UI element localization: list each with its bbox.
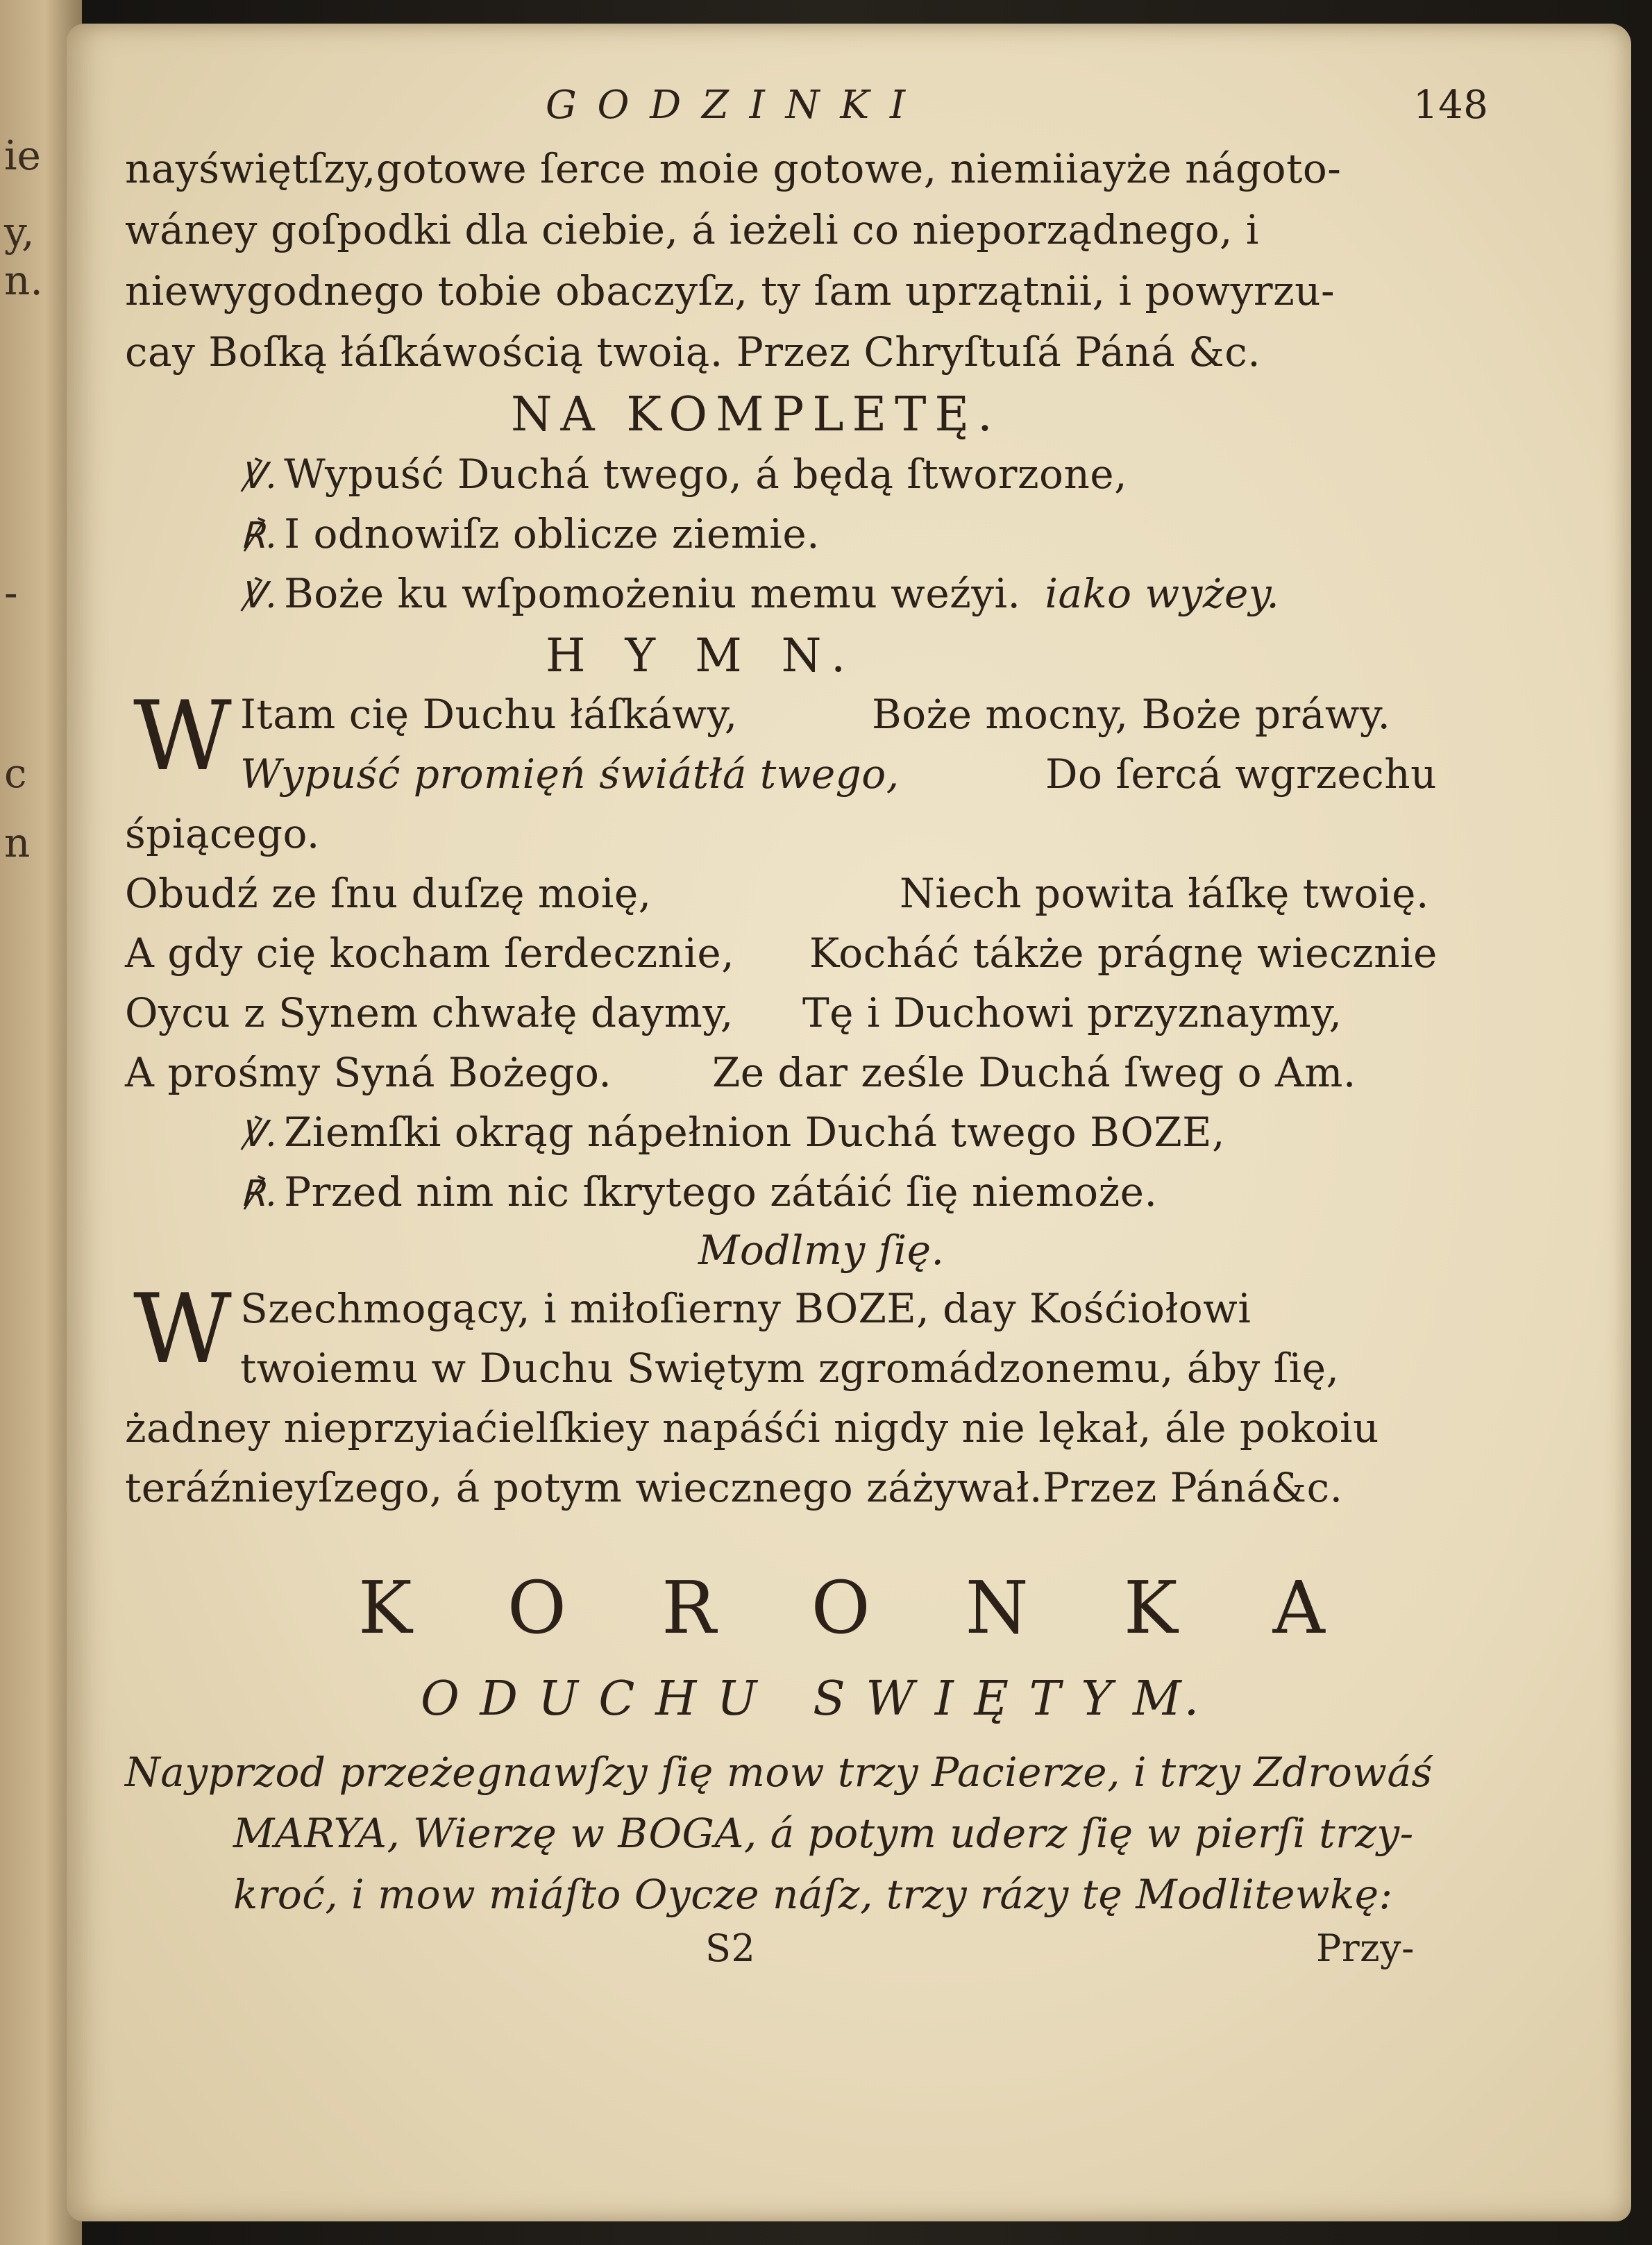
hymn-line-left: A gdy cię kocham ſerdecznie, [125, 930, 735, 977]
running-title: G O D Z I N K I [546, 83, 910, 128]
prev-page-fragment: y, [4, 208, 35, 255]
response [240, 510, 820, 557]
hymn-line-left: Itam cię Duchu łáſkáwy, [240, 691, 738, 738]
prayer-line: twoiemu w Duchu Swiętym zgromádzonemu, áby ſię, [240, 1345, 1340, 1392]
versicle-text: Wypuść Duchá twego, á będą ſtworzone, [284, 451, 1128, 498]
koronka-title: K O R O N K A [358, 1565, 1361, 1650]
prayer-line: Szechmogący, i miłoſierny BOZE, day Kośćiołowi [240, 1285, 1251, 1332]
versicle-mark: ℣. [240, 575, 278, 616]
section-heading-hymn: H Y M N. [546, 629, 859, 682]
response-text: I odnowiſz oblicze ziemie. [284, 510, 820, 557]
versicle-mark: ℣. [240, 455, 278, 497]
page-number: 148 [1413, 83, 1489, 128]
prev-page-fragment: n [4, 819, 31, 866]
response-mark: ℟. [240, 1173, 278, 1215]
prev-page-fragment: ie [4, 132, 41, 179]
versicle-text: Ziemſki okrąg nápełnion Duchá twego BOZE, [284, 1109, 1225, 1156]
response-mark: ℟. [240, 515, 278, 557]
prev-page-fragment: - [4, 569, 18, 616]
hymn-line-left: Obudź ze ſnu duſzę moię, [125, 870, 652, 917]
hymn-line-right: Kocháć tákże prágnę wiecznie [809, 930, 1438, 977]
koronka-subtitle: O D U C H U S W I Ę T Y M. [421, 1672, 1202, 1726]
hymn-line-right: Boże mocny, Boże práwy. [872, 691, 1391, 738]
prev-page-fragment: c [4, 750, 27, 797]
versicle-italic-suffix: iako wyżey. [1045, 570, 1280, 617]
body-line: nayświętſzy,gotowe ſerce moie gotowe, niemiiayże nágoto- [125, 145, 1342, 192]
section-heading-komplete: NA KOMPLETĘ. [511, 387, 1001, 442]
hymn-line-left: Oycu z Synem chwałę daymy, [125, 989, 734, 1036]
hymn-line-left: śpiącego. [125, 810, 320, 857]
hymn-line-left: Wypuść promięń świátłá twego, [240, 750, 900, 798]
body-line: wáney goſpodki dla ciebie, á ieżeli co nieporządnego, i [125, 206, 1259, 253]
versicle [240, 1109, 1225, 1156]
body-line: niewygodnego tobie obaczyſz, ty ſam uprzątnii, i powyrzu- [125, 267, 1335, 314]
hymn-line-right: Niech powita łáſkę twoię. [900, 870, 1429, 917]
hymn-line-left: A prośmy Syná Bożego. [125, 1049, 612, 1096]
instruction-line: Nayprzod przeżegnawſzy ſię mow trzy Pacierze, i trzy Zdrowáś [125, 1749, 1433, 1796]
versicle [240, 570, 1280, 617]
prayer-line: teráźnieyſzego, á potym wiecznego záżywał.Przez Páná&c. [125, 1464, 1343, 1511]
hymn-line-right: Tę i Duchowi przyznaymy, [802, 989, 1342, 1036]
hymn-line-right: Do ſercá wgrzechu [1045, 750, 1437, 798]
instruction-line: MARYA, Wierzę w BOGA, á potym uderz ſię w pierſi trzy- [233, 1810, 1414, 1857]
hymn-drop-cap: W [133, 680, 232, 792]
signature-mark: S2 [705, 1926, 756, 1970]
prayer-heading: Modlmy ſię. [698, 1227, 945, 1274]
catchword: Przy- [1316, 1926, 1415, 1970]
prev-page-fragment: n. [4, 257, 43, 304]
prayer-drop-cap: W [133, 1273, 232, 1385]
response-text: Przed nim nic ſkrytego zátáić ſię niemoże. [284, 1168, 1158, 1216]
versicle-text: Boże ku wſpomożeniu memu weźyi. [284, 570, 1021, 617]
versicle [240, 451, 1128, 498]
prayer-line: żadney nieprzyiaćielſkiey napáśći nigdy nie lękał, ále pokoiu [125, 1404, 1379, 1452]
body-line: cay Boſką łáſkáwością twoią. Przez Chryſtuſá Páná &c. [125, 328, 1261, 376]
hymn-line-right: Ze dar ześle Duchá ſweg o Am. [712, 1049, 1356, 1096]
book-page [67, 24, 1631, 2221]
instruction-line: kroć, i mow miáſto Oycze náſz, trzy rázy tę Modlitewkę: [233, 1871, 1393, 1918]
response [240, 1168, 1158, 1216]
versicle-mark: ℣. [240, 1113, 278, 1155]
